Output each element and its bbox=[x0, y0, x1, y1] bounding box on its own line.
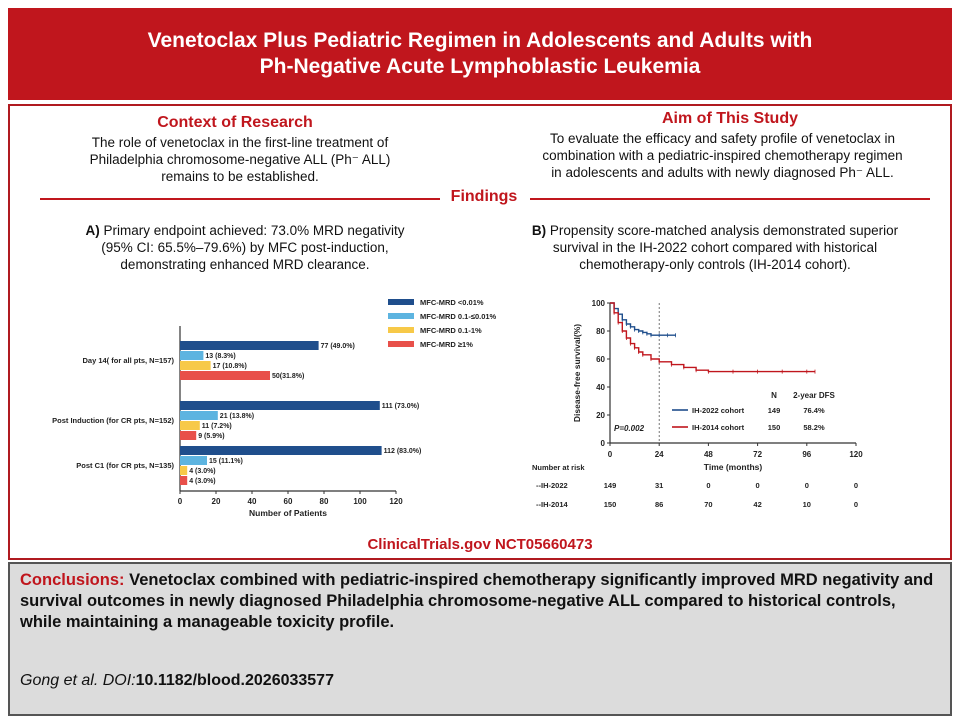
x-tick-label: 120 bbox=[849, 450, 863, 459]
aim-line: in adolescents and adults with newly diagnosed Ph⁻ ALL. bbox=[551, 165, 894, 180]
bar bbox=[180, 476, 187, 485]
context-text bbox=[30, 134, 450, 185]
x-axis-title: Time (months) bbox=[703, 462, 763, 472]
bar-data-label: 112 (83.0%) bbox=[383, 448, 422, 455]
y-tick-label: 0 bbox=[600, 439, 605, 448]
panel-a-line: Primary endpoint achieved: 73.0% MRD negativity bbox=[103, 223, 405, 238]
bar-data-label: 13 (8.3%) bbox=[205, 353, 236, 360]
legend-label: MFC-MRD 0.1-≤0.01% bbox=[420, 312, 497, 321]
trial-registration: ClinicalTrials.gov NCT05660473 bbox=[367, 536, 593, 553]
findings-divider-right bbox=[530, 198, 930, 200]
legend-label: MFC-MRD 0.1-1% bbox=[420, 326, 482, 335]
citation-doi[interactable]: 10.1182/blood.2026033577 bbox=[135, 672, 334, 689]
y-tick-label: 80 bbox=[596, 327, 605, 336]
risk-row-label: --IH-2014 bbox=[536, 500, 568, 509]
bar-data-label: 4 (3.0%) bbox=[189, 468, 216, 475]
x-tick-label: 72 bbox=[753, 450, 763, 459]
risk-value: 0 bbox=[804, 481, 809, 490]
panel-a-tag: A) bbox=[85, 223, 100, 238]
legend-swatch bbox=[388, 341, 414, 347]
bar-data-label: 9 (5.9%) bbox=[198, 433, 225, 440]
x-tick-label: 48 bbox=[703, 450, 713, 459]
mrd-bar-chart bbox=[10, 286, 497, 536]
risk-value: 42 bbox=[753, 500, 762, 509]
legend-label: IH-2014 cohort bbox=[692, 423, 745, 432]
x-tick-label: 120 bbox=[389, 497, 403, 506]
risk-table-title: Number at risk bbox=[532, 463, 585, 472]
bar bbox=[180, 466, 187, 475]
title-line-1: Venetoclax Plus Pediatric Regimen in Adolescents and Adults with bbox=[147, 29, 813, 52]
bar bbox=[180, 351, 203, 360]
risk-value: 0 bbox=[755, 481, 760, 490]
bar bbox=[180, 361, 211, 370]
legend-label: MFC-MRD ≥1% bbox=[420, 340, 473, 349]
risk-value: 149 bbox=[603, 481, 617, 490]
y-tick-label: 20 bbox=[596, 411, 605, 420]
legend-label: IH-2022 cohort bbox=[692, 406, 745, 415]
x-tick-label: 24 bbox=[654, 450, 664, 459]
legend-n: 150 bbox=[767, 423, 781, 432]
bar-data-label: 15 (11.1%) bbox=[209, 458, 243, 465]
panel-a-line: (95% CI: 65.5%–79.6%) by MFC post-induction, bbox=[101, 240, 389, 255]
x-tick-label: 100 bbox=[353, 497, 367, 506]
x-axis-title: Number of Patients bbox=[249, 508, 327, 518]
risk-value: 0 bbox=[706, 481, 711, 490]
panel-b-line: chemotherapy-only controls (IH-2014 cohort). bbox=[579, 257, 851, 272]
legend-swatch bbox=[388, 327, 414, 333]
survival-curve bbox=[610, 303, 676, 335]
panel-b-line: survival in the IH-2022 cohort compared with historical bbox=[552, 240, 878, 255]
risk-value: 0 bbox=[853, 481, 859, 490]
risk-value: 70 bbox=[704, 500, 713, 509]
bar bbox=[180, 431, 196, 440]
legend-n: 149 bbox=[767, 406, 781, 415]
panel-a-text bbox=[30, 222, 460, 273]
aim-line: combination with a pediatric-inspired chemotherapy regimen bbox=[542, 148, 903, 163]
category-label: Day 14( for all pts, N=157) bbox=[82, 356, 174, 365]
panel-b-text bbox=[485, 222, 945, 273]
y-axis-title: Disease-free survival(%) bbox=[572, 323, 582, 423]
y-tick-label: 100 bbox=[591, 299, 605, 308]
x-tick-label: 20 bbox=[211, 497, 221, 506]
citation-prefix: Gong et al. DOI: bbox=[20, 672, 136, 689]
legend-dfs: 58.2% bbox=[803, 423, 825, 432]
bar bbox=[180, 341, 319, 350]
bar bbox=[180, 401, 380, 410]
bar-data-label: 77 (49.0%) bbox=[320, 343, 355, 350]
bar-data-label: 50(31.8%) bbox=[272, 373, 305, 380]
panel-b-line: Propensity score-matched analysis demonstrated superior bbox=[549, 223, 899, 238]
conclusion-body: Venetoclax combined with pediatric-inspired chemotherapy significantly improved MRD negativity and survival outcomes in newly diagnosed Philadelphia chromosome-negative ALL compared to historical controls, while maintaining a manageable toxicity profile. bbox=[20, 571, 934, 631]
bar bbox=[180, 421, 200, 430]
risk-value: 86 bbox=[655, 500, 664, 509]
survival-curve bbox=[610, 303, 815, 372]
legend-dfs: 76.4% bbox=[803, 406, 825, 415]
risk-value: 10 bbox=[802, 500, 811, 509]
context-line: The role of venetoclax in the first-line treatment of bbox=[91, 135, 389, 150]
context-line: remains to be established. bbox=[161, 169, 319, 184]
bar-data-label: 17 (10.8%) bbox=[212, 363, 247, 370]
legend-swatch bbox=[388, 299, 414, 305]
context-line: Philadelphia chromosome-negative ALL (Ph⁻ ALL) bbox=[89, 152, 391, 167]
bar bbox=[180, 446, 382, 455]
x-tick-label: 40 bbox=[247, 497, 257, 506]
findings-heading: Findings bbox=[450, 188, 518, 205]
dfs-km-chart bbox=[510, 286, 890, 536]
conclusion-label: Conclusions: bbox=[20, 571, 125, 589]
aim-title: Aim of This Study bbox=[662, 110, 798, 127]
risk-row-label: --IH-2022 bbox=[536, 481, 568, 490]
bar-data-label: 111 (73.0%) bbox=[381, 403, 420, 410]
risk-value: 150 bbox=[603, 500, 617, 509]
conclusions-box bbox=[8, 562, 952, 716]
x-tick-label: 80 bbox=[319, 497, 329, 506]
x-tick-label: 60 bbox=[283, 497, 293, 506]
title-line-2: Ph-Negative Acute Lymphoblastic Leukemia bbox=[259, 55, 701, 78]
legend-swatch bbox=[388, 313, 414, 319]
risk-value: 31 bbox=[655, 481, 664, 490]
aim-text bbox=[500, 130, 945, 181]
conclusion-text bbox=[20, 570, 940, 633]
bar bbox=[180, 371, 270, 380]
title-banner bbox=[8, 8, 952, 100]
category-label: Post Induction (for CR pts, N=152) bbox=[52, 416, 174, 425]
findings-panel bbox=[8, 104, 952, 560]
panel-a-line: demonstrating enhanced MRD clearance. bbox=[120, 257, 370, 272]
risk-value: 0 bbox=[853, 500, 859, 509]
context-title: Context of Research bbox=[157, 114, 313, 131]
bar bbox=[180, 456, 207, 465]
legend-label: MFC-MRD <0.01% bbox=[420, 298, 484, 307]
p-value: P=0.002 bbox=[614, 424, 645, 433]
legend-header-n: N bbox=[771, 391, 777, 400]
y-tick-label: 40 bbox=[596, 383, 605, 392]
citation bbox=[20, 672, 334, 690]
panel-b-tag: B) bbox=[531, 223, 547, 238]
x-tick-label: 0 bbox=[177, 497, 183, 506]
bar-data-label: 4 (3.0%) bbox=[189, 478, 216, 485]
y-tick-label: 60 bbox=[596, 355, 605, 364]
x-tick-label: 0 bbox=[607, 450, 613, 459]
findings-divider-left bbox=[40, 198, 440, 200]
x-tick-label: 96 bbox=[802, 450, 812, 459]
bar-data-label: 21 (13.8%) bbox=[219, 413, 255, 420]
legend-header-dfs: 2-year DFS bbox=[793, 391, 835, 400]
bar-data-label: 11 (7.2%) bbox=[201, 423, 232, 430]
bar bbox=[180, 411, 218, 420]
category-label: Post C1 (for CR pts, N=135) bbox=[76, 461, 174, 470]
aim-line: To evaluate the efficacy and safety profile of venetoclax in bbox=[550, 131, 895, 146]
